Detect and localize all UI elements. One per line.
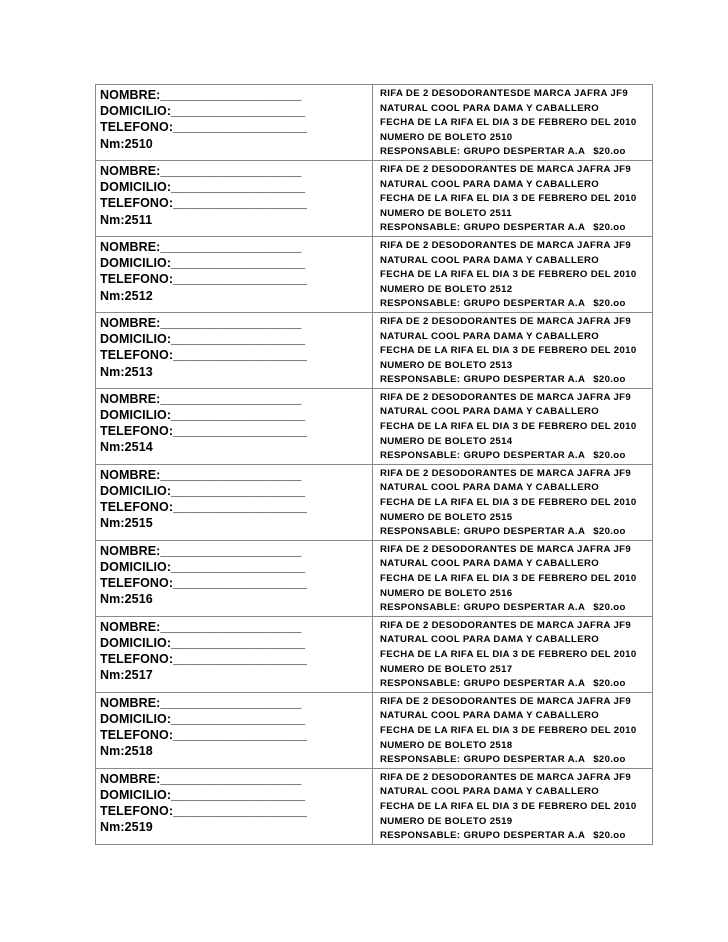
ticket-number-label: Nm:2519 [100,820,153,835]
raffle-date-text: FECHA DE LA RIFA EL DIA 3 DE FEBRERO DEL 2010 [380,117,637,129]
ticket-number-text: NUMERO DE BOLETO 2519 [380,815,513,827]
raffle-date-text: FECHA DE LA RIFA EL DIA 3 DE FEBRERO DEL 2010 [380,345,637,357]
ticket-row [96,464,653,540]
ticket-info [373,692,653,768]
ticket-info [373,85,653,161]
responsible-text: RESPONSABLE: GRUPO DESPERTAR A.A [380,450,586,462]
telefono-field: TELEFONO:___________________ [100,348,308,363]
raffle-date-text: FECHA DE LA RIFA EL DIA 3 DE FEBRERO DEL 2010 [380,269,637,281]
responsible-line [380,677,652,692]
raffle-product-text: NATURAL COOL PARA DAMA Y CABALLERO [380,102,600,114]
nombre-field: NOMBRE:____________________ [100,467,302,482]
ticket-row [96,540,653,616]
ticket-stub [96,692,373,768]
raffle-prize-text: RIFA DE 2 DESODORANTES DE MARCA JAFRA JF9 [380,771,632,783]
responsible-line [380,449,652,464]
ticket-stub [96,160,373,236]
raffle-date-text: FECHA DE LA RIFA EL DIA 3 DE FEBRERO DEL 2010 [380,497,637,509]
domicilio-field: DOMICILIO:___________________ [100,711,306,726]
ticket-stub [96,85,373,161]
raffle-prize-text: RIFA DE 2 DESODORANTES DE MARCA JAFRA JF9 [380,543,632,555]
ticket-number-label: Nm:2516 [100,592,153,607]
raffle-prize-text: RIFA DE 2 DESODORANTES DE MARCA JAFRA JF9 [380,695,632,707]
telefono-field: TELEFONO:___________________ [100,576,308,591]
telefono-field: TELEFONO:___________________ [100,120,308,135]
raffle-product-text: NATURAL COOL PARA DAMA Y CABALLERO [380,482,600,494]
ticket-number-label: Nm:2514 [100,440,153,455]
ticket-number-label: Nm:2518 [100,744,153,759]
ticket-number-label: Nm:2510 [100,136,153,151]
price-text: $20.oo [593,830,626,842]
responsible-text: RESPONSABLE: GRUPO DESPERTAR A.A [380,830,586,842]
domicilio-field: DOMICILIO:___________________ [100,180,306,195]
ticket-stub [96,464,373,540]
raffle-prize-text: RIFA DE 2 DESODORANTES DE MARCA JAFRA JF9 [380,239,632,251]
responsible-line [380,373,652,388]
ticket-row [96,692,653,768]
telefono-field: TELEFONO:___________________ [100,804,308,819]
responsible-text: RESPONSABLE: GRUPO DESPERTAR A.A [380,526,586,538]
ticket-number-text: NUMERO DE BOLETO 2512 [380,283,513,295]
domicilio-field: DOMICILIO:___________________ [100,104,306,119]
domicilio-field: DOMICILIO:___________________ [100,635,306,650]
raffle-ticket-table [95,84,653,845]
ticket-number-label: Nm:2513 [100,364,153,379]
responsible-line [380,145,652,160]
responsible-line [380,525,652,540]
ticket-row [96,85,653,161]
ticket-stub [96,616,373,692]
responsible-text: RESPONSABLE: GRUPO DESPERTAR A.A [380,298,586,310]
ticket-number-text: NUMERO DE BOLETO 2515 [380,511,513,523]
ticket-stub [96,540,373,616]
raffle-date-text: FECHA DE LA RIFA EL DIA 3 DE FEBRERO DEL 2010 [380,800,637,812]
nombre-field: NOMBRE:____________________ [100,695,302,710]
ticket-row [96,236,653,312]
responsible-text: RESPONSABLE: GRUPO DESPERTAR A.A [380,374,586,386]
ticket-info [373,236,653,312]
raffle-prize-text: RIFA DE 2 DESODORANTES DE MARCA JAFRA JF9 [380,315,632,327]
ticket-number-text: NUMERO DE BOLETO 2510 [380,131,513,143]
raffle-prize-text: RIFA DE 2 DESODORANTES DE MARCA JAFRA JF9 [380,619,632,631]
raffle-prize-text: RIFA DE 2 DESODORANTES DE MARCA JAFRA JF9 [380,467,632,479]
raffle-product-text: NATURAL COOL PARA DAMA Y CABALLERO [380,786,600,798]
responsible-text: RESPONSABLE: GRUPO DESPERTAR A.A [380,754,586,766]
ticket-stub [96,388,373,464]
ticket-row [96,312,653,388]
ticket-info [373,768,653,844]
domicilio-field: DOMICILIO:___________________ [100,484,306,499]
ticket-row [96,160,653,236]
responsible-text: RESPONSABLE: GRUPO DESPERTAR A.A [380,146,586,158]
price-text: $20.oo [593,450,626,462]
nombre-field: NOMBRE:____________________ [100,619,302,634]
telefono-field: TELEFONO:___________________ [100,196,308,211]
price-text: $20.oo [593,754,626,766]
raffle-prize-text: RIFA DE 2 DESODORANTES DE MARCA JAFRA JF9 [380,391,632,403]
nombre-field: NOMBRE:____________________ [100,163,302,178]
domicilio-field: DOMICILIO:___________________ [100,787,306,802]
telefono-field: TELEFONO:___________________ [100,728,308,743]
raffle-product-text: NATURAL COOL PARA DAMA Y CABALLERO [380,406,600,418]
nombre-field: NOMBRE:____________________ [100,239,302,254]
responsible-line [380,297,652,312]
nombre-field: NOMBRE:____________________ [100,315,302,330]
responsible-text: RESPONSABLE: GRUPO DESPERTAR A.A [380,602,586,614]
ticket-info [373,312,653,388]
ticket-number-label: Nm:2511 [100,212,153,227]
raffle-date-text: FECHA DE LA RIFA EL DIA 3 DE FEBRERO DEL 2010 [380,193,637,205]
nombre-field: NOMBRE:____________________ [100,543,302,558]
ticket-info [373,616,653,692]
responsible-text: RESPONSABLE: GRUPO DESPERTAR A.A [380,222,586,234]
ticket-number-text: NUMERO DE BOLETO 2514 [380,435,513,447]
nombre-field: NOMBRE:____________________ [100,391,302,406]
ticket-info [373,388,653,464]
ticket-row [96,388,653,464]
ticket-number-text: NUMERO DE BOLETO 2511 [380,207,512,219]
domicilio-field: DOMICILIO:___________________ [100,560,306,575]
nombre-field: NOMBRE:____________________ [100,771,302,786]
raffle-date-text: FECHA DE LA RIFA EL DIA 3 DE FEBRERO DEL 2010 [380,421,637,433]
price-text: $20.oo [593,526,626,538]
telefono-field: TELEFONO:___________________ [100,652,308,667]
responsible-line [380,829,652,844]
raffle-prize-text: RIFA DE 2 DESODORANTESDE MARCA JAFRA JF9 [380,88,629,99]
price-text: $20.oo [593,374,626,386]
price-text: $20.oo [593,146,626,158]
ticket-stub [96,768,373,844]
telefono-field: TELEFONO:___________________ [100,500,308,515]
ticket-number-label: Nm:2517 [100,668,153,683]
raffle-product-text: NATURAL COOL PARA DAMA Y CABALLERO [380,558,600,570]
responsible-text: RESPONSABLE: GRUPO DESPERTAR A.A [380,678,586,690]
telefono-field: TELEFONO:___________________ [100,424,308,439]
raffle-ticket-list [96,85,653,845]
raffle-date-text: FECHA DE LA RIFA EL DIA 3 DE FEBRERO DEL 2010 [380,724,637,736]
domicilio-field: DOMICILIO:___________________ [100,256,306,271]
responsible-line [380,601,652,616]
ticket-number-text: NUMERO DE BOLETO 2513 [380,359,513,371]
raffle-product-text: NATURAL COOL PARA DAMA Y CABALLERO [380,634,600,646]
raffle-prize-text: RIFA DE 2 DESODORANTES DE MARCA JAFRA JF9 [380,163,632,175]
ticket-info [373,464,653,540]
raffle-date-text: FECHA DE LA RIFA EL DIA 3 DE FEBRERO DEL 2010 [380,573,637,584]
price-text: $20.oo [593,678,626,690]
raffle-date-text: FECHA DE LA RIFA EL DIA 3 DE FEBRERO DEL 2010 [380,648,637,660]
responsible-line [380,753,652,768]
ticket-info [373,540,653,616]
ticket-row [96,768,653,844]
ticket-stub [96,236,373,312]
domicilio-field: DOMICILIO:___________________ [100,408,306,423]
ticket-number-text: NUMERO DE BOLETO 2518 [380,739,513,751]
ticket-number-label: Nm:2515 [100,516,153,531]
ticket-info [373,160,653,236]
ticket-number-text: NUMERO DE BOLETO 2516 [380,587,513,599]
ticket-stub [96,312,373,388]
raffle-product-text: NATURAL COOL PARA DAMA Y CABALLERO [380,710,600,722]
telefono-field: TELEFONO:___________________ [100,272,308,287]
price-text: $20.oo [593,222,626,234]
ticket-row [96,616,653,692]
price-text: $20.oo [593,602,626,614]
raffle-product-text: NATURAL COOL PARA DAMA Y CABALLERO [380,254,600,266]
ticket-number-text: NUMERO DE BOLETO 2517 [380,663,513,675]
domicilio-field: DOMICILIO:___________________ [100,332,306,347]
raffle-product-text: NATURAL COOL PARA DAMA Y CABALLERO [380,330,600,342]
responsible-line [380,221,652,236]
price-text: $20.oo [593,298,626,310]
ticket-number-label: Nm:2512 [100,288,153,303]
nombre-field: NOMBRE:____________________ [100,88,302,102]
raffle-product-text: NATURAL COOL PARA DAMA Y CABALLERO [380,178,600,190]
